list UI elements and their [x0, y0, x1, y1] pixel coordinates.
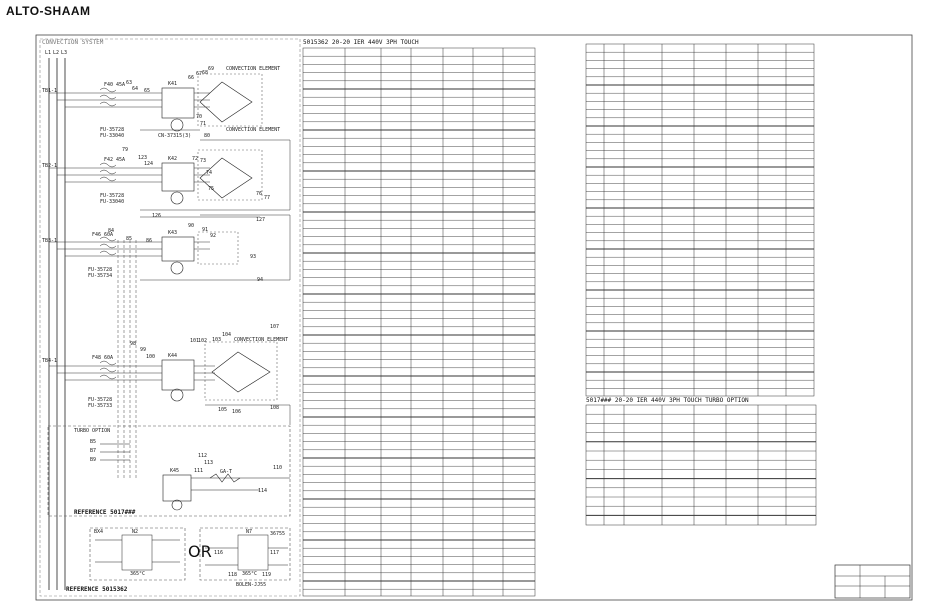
misc-label: CN-37315(3)	[158, 133, 192, 139]
wire-number: 65	[144, 88, 151, 94]
wire-number: 68	[202, 70, 209, 76]
brand-logo: ALTO-SHAAM	[6, 4, 91, 18]
contactor-k44	[162, 342, 277, 401]
contactor-label: K43	[168, 230, 178, 236]
misc-label: 126	[152, 213, 162, 219]
bottom-wire-number: 118	[228, 572, 238, 578]
turbo-option-box	[48, 426, 290, 516]
wire-number: 111	[194, 468, 204, 474]
misc-label: GA-T	[220, 469, 233, 475]
bottom-wire-number: 116	[214, 550, 224, 556]
bottom-part-label: N2	[132, 529, 139, 535]
wiring-table-right	[586, 44, 814, 396]
misc-label: 105	[218, 407, 228, 413]
wire-number: 99	[140, 347, 147, 353]
wire-number: 66	[188, 75, 195, 81]
bottom-wire-number: 117	[270, 550, 280, 556]
wire-number: 103	[212, 337, 222, 343]
misc-label: 108	[270, 405, 280, 411]
wire-number: 93	[250, 254, 257, 260]
element-label: CONVECTION ELEMENT	[226, 127, 281, 133]
misc-label: 94	[257, 277, 264, 283]
bottom-part-label: N7	[246, 529, 253, 535]
wiring-table-left-title: 5015362 20-20 IER 440V 3PH TOUCH	[303, 39, 419, 46]
terminal-label: TB3-1	[42, 238, 58, 244]
misc-label: 114	[258, 488, 268, 494]
wire-number: 70	[196, 114, 203, 120]
fuse-part: FU-35728	[88, 267, 113, 273]
misc-label: 127	[256, 217, 266, 223]
misc-label: 110	[273, 465, 283, 471]
line-label-l3: L3	[61, 50, 68, 56]
fuse-label: F46 60A	[92, 232, 114, 238]
temp-label: 365°C	[130, 571, 146, 577]
temp-label: 365°C	[242, 571, 258, 577]
wire-number: 90	[188, 223, 195, 229]
section-title: CONVECTION SYSTEM	[42, 39, 104, 46]
element-label: CONVECTION ELEMENT	[234, 337, 289, 343]
misc-label: B5	[90, 439, 97, 445]
wire-number: 91	[202, 227, 209, 233]
line-label-l2: L2	[53, 50, 60, 56]
wire-number: 100	[146, 354, 156, 360]
wire-number: 102	[198, 338, 208, 344]
wire-number: 123	[138, 155, 148, 161]
wiring-table-left	[303, 48, 535, 596]
misc-label: B7	[90, 448, 97, 454]
bus-lines	[49, 58, 65, 590]
wire-number: 112	[198, 453, 208, 459]
bottom-wire-number: 119	[262, 572, 272, 578]
fuse-part: FU-35728	[100, 193, 125, 199]
wire-number: 98	[130, 341, 137, 347]
fuse-label: F48 60A	[92, 355, 114, 361]
wire-number: 64	[132, 86, 139, 92]
element-label: CONVECTION ELEMENT	[226, 66, 281, 72]
fuse-label: F42 45A	[104, 157, 126, 163]
wire-number: 63	[126, 80, 133, 86]
fuse-label: F40 45A	[104, 82, 126, 88]
fuse-part: FU-35728	[88, 397, 113, 403]
wire-number: 72	[192, 156, 199, 162]
contactor-label: K41	[168, 81, 178, 87]
misc-label: 106	[232, 409, 242, 415]
bottom-part-label: BX4	[94, 529, 104, 535]
misc-label: B9	[90, 457, 97, 463]
wire-number: 86	[146, 238, 153, 244]
wire-number: 113	[204, 460, 214, 466]
fuse-part: FU-35733	[88, 403, 113, 409]
wire-number: 84	[108, 228, 115, 234]
wire-number: 85	[126, 236, 133, 242]
wiring-table-turbo-title: 5017### 20-20 IER 440V 3PH TOUCH TURBO OPTION	[586, 397, 749, 404]
wire-number: 73	[200, 158, 207, 164]
or-label: OR	[188, 542, 212, 561]
reference-label: REFERENCE 5015362	[66, 586, 128, 593]
contactor-label: K44	[168, 353, 178, 359]
wire-number: 67	[196, 71, 203, 77]
fuse-part: FU-33040	[100, 199, 125, 205]
fuse-part: FU-35728	[100, 127, 125, 133]
wire-number: 69	[208, 66, 215, 72]
wire-number: 92	[210, 233, 217, 239]
wire-number: 107	[270, 324, 280, 330]
wire-number: 75	[208, 186, 215, 192]
wire-number: 79	[122, 147, 129, 153]
wire-number: 77	[264, 195, 271, 201]
terminal-label: TB4-1	[42, 358, 58, 364]
contactor-label: K45	[170, 468, 180, 474]
wire-number: 76	[256, 191, 263, 197]
line-label-l1: L1	[45, 50, 52, 56]
bottom-part-label: 36755	[270, 531, 286, 537]
wire-number: 104	[222, 332, 232, 338]
contactor-k43	[162, 232, 238, 274]
wire-number: 124	[144, 161, 154, 167]
misc-label: 80	[204, 133, 211, 139]
wire-number: 74	[206, 170, 213, 176]
fuse-part: FU-35734	[88, 273, 113, 279]
title-block	[835, 565, 910, 598]
wiring-table-turbo	[586, 405, 816, 525]
bolen-label: BOLEN-JJ55	[236, 582, 267, 588]
wire-number: 71	[200, 121, 207, 127]
terminal-label: TB1-1	[42, 88, 58, 94]
contactor-label: K42	[168, 156, 178, 162]
turbo-option-label: TURBO OPTION	[74, 428, 111, 434]
fuse-part: FU-33040	[100, 133, 125, 139]
wire-number: 101	[190, 338, 200, 344]
terminal-label: TB2-1	[42, 163, 58, 169]
reference-label: REFERENCE 5017###	[74, 509, 136, 516]
